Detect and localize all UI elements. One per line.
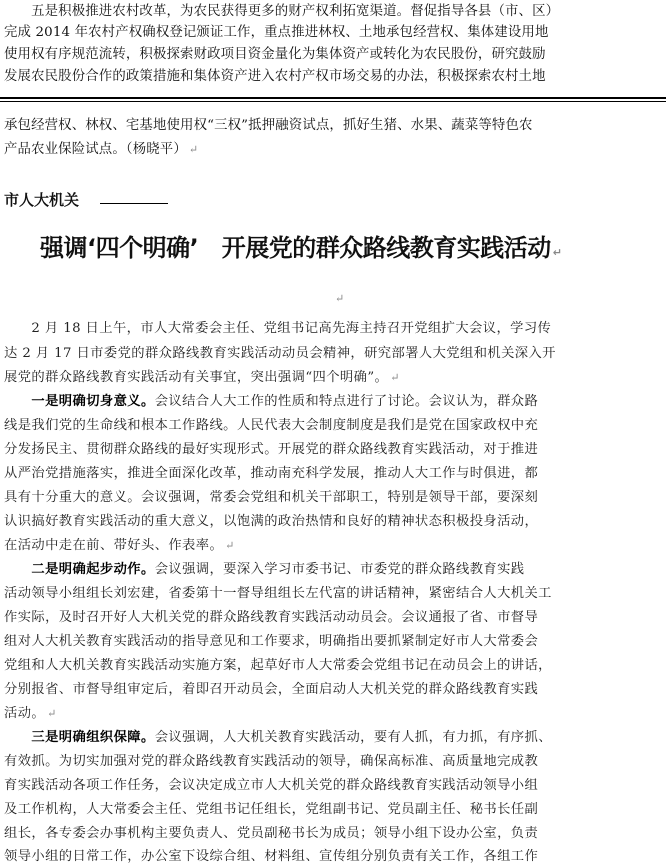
paragraph-mark-icon: ↵ bbox=[225, 539, 235, 552]
text-line bbox=[4, 560, 525, 580]
text-line bbox=[4, 536, 235, 556]
text-span: 会议强调，人大机关教育实践活动，要有人抓，有力抓，有序抓、 bbox=[154, 730, 552, 745]
text-line bbox=[4, 140, 198, 160]
text-line: 发展农民股份合作的政策措施和集体资产进入农村产权市场交易的办法，积极探索农村土地 bbox=[4, 69, 546, 84]
page-break-rule bbox=[0, 97, 666, 99]
text-line: 党组和人大机关教育实践活动实施方案，起草好市人大常委会党组书记在动员会上的讲话， bbox=[4, 658, 552, 673]
text-line bbox=[4, 392, 538, 412]
text-line: 分别报省、市督导组审定后，着即召开动员会，全面启动人大机关党的群众路线教育实践 bbox=[4, 682, 539, 697]
point-heading: 二是明确起步动作。 bbox=[31, 562, 155, 577]
text-line: 承包经营权、林权、宅基地使用权“三权”抵押融资试点，抓好生猪、水果、蔬菜等特色农 bbox=[4, 118, 533, 133]
point-heading: 三是明确组织保障。 bbox=[31, 730, 155, 745]
paragraph-mark-icon: ↵ bbox=[552, 246, 562, 259]
text-line: 分发扬民主、贯彻群众路线的最好实现形式。开展党的群众路线教育实践活动，对于推进 bbox=[4, 442, 539, 457]
section-label: 市人大机关 bbox=[4, 191, 80, 209]
text-span: 在活动中走在前、带好头、作表率。 bbox=[4, 538, 224, 553]
paragraph-mark-icon: ↵ bbox=[47, 707, 57, 720]
text-span: 展党的群众路线教育实践活动有关事宜，突出强调“四个明确”。 bbox=[4, 370, 389, 385]
text-span: 会议结合人大工作的性质和特点进行了讨论。会议认为，群众路 bbox=[154, 394, 539, 409]
text-span: 产品农业保险试点。（杨晓平） bbox=[4, 142, 187, 157]
point-heading: 一是明确切身意义。 bbox=[31, 394, 155, 409]
text-line: 从严治党措施落实，推进全面深化改革，推动南充科学发展，推动人大工作与时俱进，都 bbox=[4, 466, 539, 481]
text-line: 线是我们党的生命线和根本工作路线。人民代表大会制度制度是我们是党在国家政权中充 bbox=[4, 418, 539, 433]
text-line: 组对人大机关教育实践活动的指导意见和工作要求，明确指出要抓紧制定好市人大常委会 bbox=[4, 634, 539, 649]
text-line: 活动领导小组组长刘宏建，省委第十一督导组组长左代富的讲话精神，紧密结合人大机关工 bbox=[4, 586, 552, 601]
section-underline bbox=[100, 203, 168, 204]
text-line: 组长，各专委会办事机构主要负责人、党员副秘书长为成员；领导小组下设办公室，负责 bbox=[4, 826, 539, 841]
text-line: 达 2 月 17 日市委党的群众路线教育实践活动动员会精神，研究部署人大党组和机关深入开 bbox=[4, 346, 556, 361]
text-line bbox=[4, 728, 552, 748]
text-line: 使用权有序规范流转，积极探索财政项目资金量化为集体资产或转化为农民股份，研究鼓励 bbox=[4, 47, 546, 62]
paragraph-mark-icon: ↵ bbox=[390, 371, 400, 384]
page-break-rule-thin bbox=[0, 101, 666, 102]
text-line: 具有十分重大的意义。会议强调，常委会党组和机关干部职工，特别是领导干部，要深刻 bbox=[4, 490, 539, 505]
text-span: 会议强调，要深入学习市委书记、市委党的群众路线教育实践 bbox=[154, 562, 525, 577]
paragraph-mark-icon: ↵ bbox=[335, 292, 345, 305]
text-line: 完成 2014 年农村产权确权登记颁证工作，重点推进林权、土地承包经营权、集体建设用地 bbox=[4, 25, 549, 40]
paragraph-mark-icon: ↵ bbox=[188, 143, 199, 156]
text-line: 2 月 18 日上午，市人大常委会主任、党组书记高先海主持召开党组扩大会议，学习传 bbox=[4, 321, 552, 336]
text-line: 及工作机构，人大常委会主任、党组书记任组长，党组副书记、党员副主任、秘书长任副 bbox=[4, 802, 539, 817]
text-line: 五是积极推进农村改革，为农民获得更多的财产权利拓宽渠道。督促指导各县（市、区） bbox=[4, 4, 560, 19]
text-line: 作实际，及时召开好人大机关党的群众路线教育实践活动动员会。会议通报了省、市督导 bbox=[4, 610, 539, 625]
text-line: 认识搞好教育实践活动的重大意义，以饱满的政治热情和良好的精神状态积极投身活动， bbox=[4, 514, 539, 529]
text-span: 活动。 bbox=[4, 706, 46, 721]
text-line: 育实践活动各项工作任务，会议决定成立市人大机关党的群众路线教育实践活动领导小组 bbox=[4, 778, 539, 793]
text-line: 领导小组的日常工作，办公室下设综合组、材料组、宣传组分别负责有关工作，各组工作 bbox=[4, 849, 539, 864]
article-headline bbox=[40, 228, 561, 273]
text-line bbox=[4, 368, 400, 388]
text-line bbox=[4, 704, 57, 724]
headline-text: 强调‘四个明确’ 开展党的群众路线教育实践活动 bbox=[40, 234, 551, 262]
text-line: 有效抓。为切实加强对党的群众路线教育实践活动的领导，确保高标准、高质量地完成教 bbox=[4, 754, 539, 769]
